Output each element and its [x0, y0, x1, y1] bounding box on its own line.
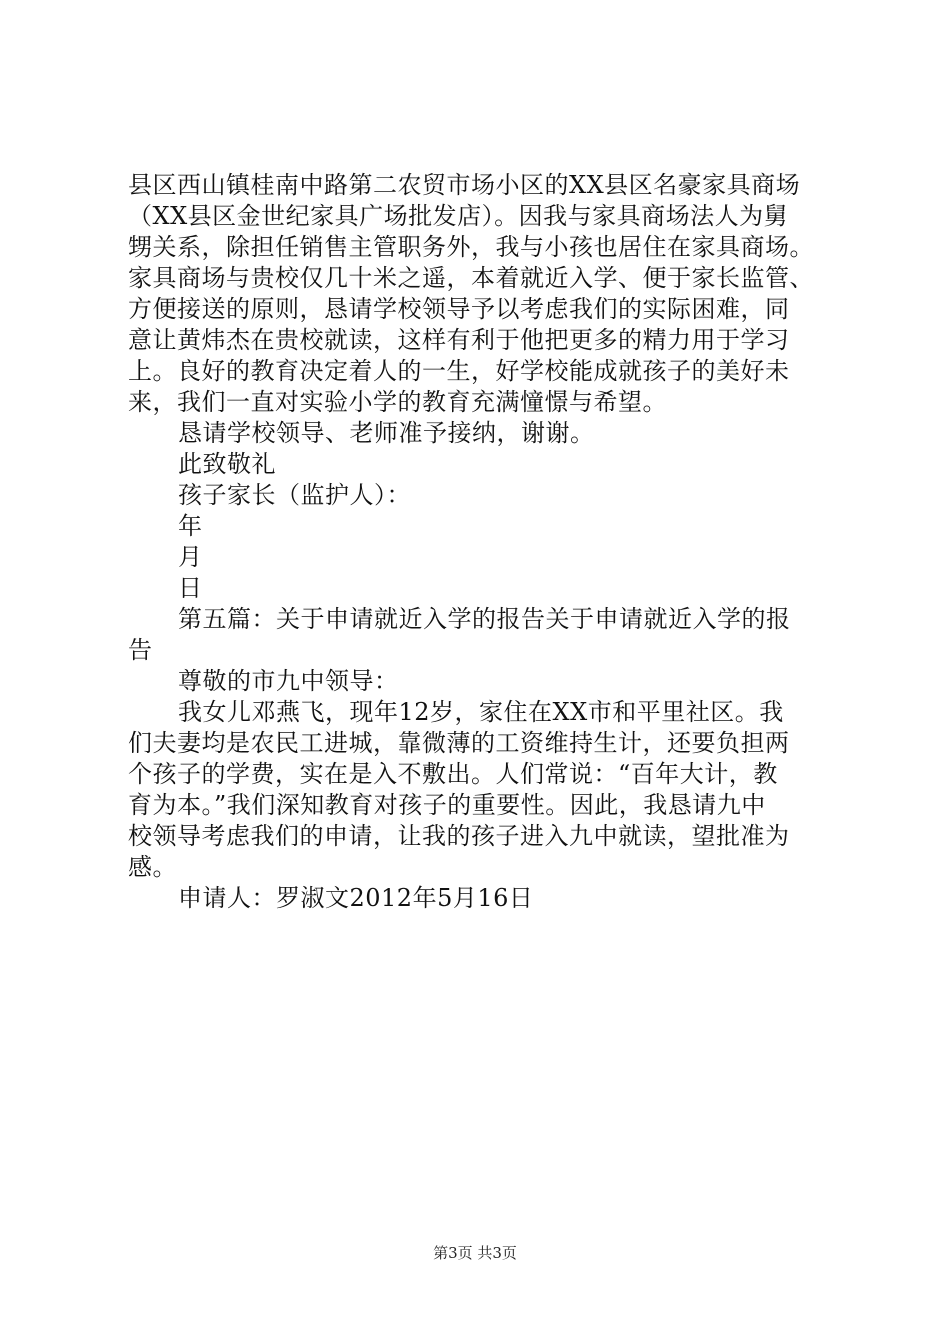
text-line: 来，我们一直对实验小学的教育充满憧憬与希望。 — [128, 388, 667, 416]
text-line: 家具商场与贵校仅几十米之遥，本着就近入学、便于家长监管、 — [128, 264, 814, 292]
text-line: 日 — [178, 574, 203, 602]
text-line: 我女儿邓燕飞，现年12岁，家住在XX市和平里社区。我 — [178, 698, 784, 726]
text-line: 第五篇：关于申请就近入学的报告关于申请就近入学的报 — [178, 605, 791, 633]
text-line: 校领导考虑我们的申请，让我的孩子进入九中就读，望批准为 — [128, 822, 790, 850]
text-line: 甥关系，除担任销售主管职务外，我与小孩也居住在家具商场。 — [128, 233, 814, 261]
text-line: 们夫妻均是农民工进城，靠微薄的工资维持生计，还要负担两 — [128, 729, 790, 757]
text-line: 告 — [128, 636, 153, 664]
text-line: 育为本。”我们深知教育对孩子的重要性。因此，我恳请九中 — [128, 791, 766, 819]
text-line: 县区西山镇桂南中路第二农贸市场小区的XX县区名豪家具商场 — [128, 171, 801, 199]
text-line: （XX县区金世纪家具广场批发店）。因我与家具商场法人为舅 — [128, 202, 789, 230]
text-line: 孩子家长（监护人）： — [178, 481, 411, 509]
text-line: 意让黄炜杰在贵校就读，这样有利于他把更多的精力用于学习 — [128, 326, 790, 354]
document-body — [128, 170, 838, 914]
page-footer: 第3页 共3页 — [433, 1244, 517, 1262]
text-line: 恳请学校领导、老师准予接纳，谢谢。 — [178, 419, 595, 447]
text-line: 月 — [178, 543, 203, 571]
text-line: 年 — [178, 512, 203, 540]
text-line: 个孩子的学费，实在是入不敷出。人们常说：“百年大计，教 — [128, 760, 778, 788]
text-line: 感。 — [128, 853, 177, 881]
text-line: 尊敬的市九中领导： — [178, 667, 399, 695]
text-line: 申请人：罗淑文2012年5月16日 — [178, 884, 534, 912]
text-line: 此致敬礼 — [178, 450, 276, 478]
text-line: 方便接送的原则，恳请学校领导予以考虑我们的实际困难，同 — [128, 295, 790, 323]
text-line: 上。良好的教育决定着人的一生，好学校能成就孩子的美好未 — [128, 357, 790, 385]
